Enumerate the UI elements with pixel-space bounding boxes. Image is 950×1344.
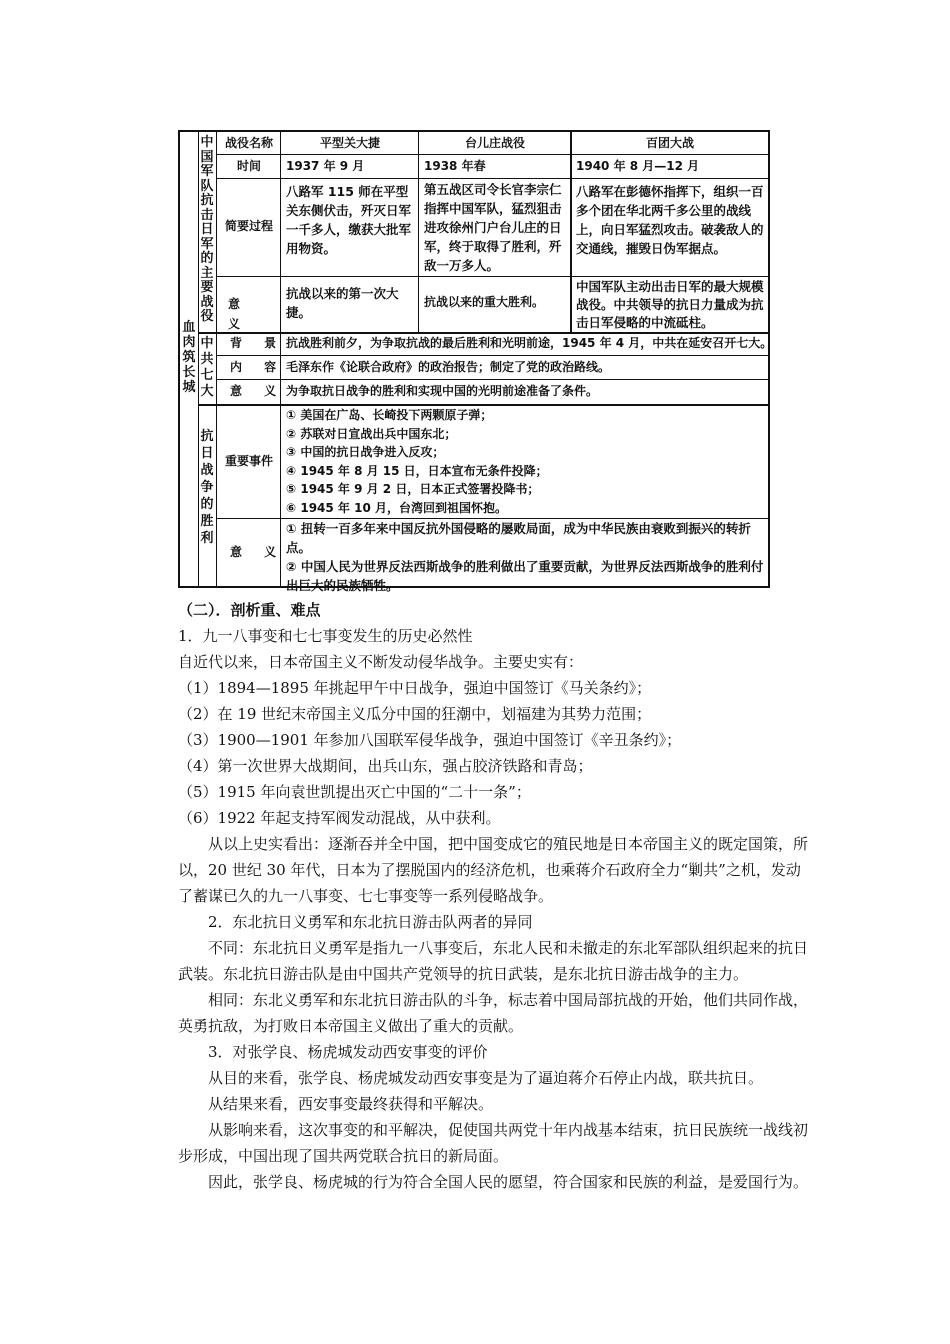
q1-title: 1．九一八事变和七七事变发生的历史必然性 bbox=[178, 627, 473, 645]
battle-time-2: 1938 年春 bbox=[424, 159, 486, 173]
victory-event: ② 苏联对日宣战出兵中国东北； bbox=[286, 426, 457, 441]
q3-title: 3．对张学良、杨虎城发动西安事变的评价 bbox=[208, 1043, 488, 1061]
q1-item: （2）在 19 世纪末帝国主义瓜分中国的狂潮中，划福建为其势力范围； bbox=[178, 705, 652, 723]
congress-background-text: 抗战胜利前夕，为争取抗战的最后胜利和光明前途，1945 年 4 月，中共在延安召开七大。 bbox=[286, 336, 773, 350]
battle-process-2: 第五战区司令长官李宗仁指挥中国军队，猛烈狙击进攻徐州门户台儿庄的日军，终于取得了胜利，歼敌一万多人。 bbox=[424, 182, 562, 273]
congress-meaning-label: 意 义 bbox=[230, 384, 277, 398]
congress-group-label: 中共七大 bbox=[200, 336, 214, 399]
battle-name-header: 战役名称 bbox=[224, 136, 273, 150]
congress-background-label: 背 景 bbox=[230, 336, 277, 350]
battle-time-3: 1940 年 8 月—12 月 bbox=[576, 159, 700, 173]
battle-time-1: 1937 年 9 月 bbox=[286, 159, 365, 173]
victory-event: ① 美国在广岛、长崎投下两颗原子弹； bbox=[286, 408, 493, 422]
battle-name-3: 百团大战 bbox=[645, 136, 694, 150]
battle-meaning-3: 中国军队主动出击日军的最大规模战役。中共领导的抗日力量成为抗击日军侵略的中流砥柱。 bbox=[576, 279, 764, 330]
time-label: 时间 bbox=[236, 159, 261, 173]
battle-name-1: 平型关大捷 bbox=[319, 136, 380, 150]
q2-same: 相同：东北义勇军和东北抗日游击队的斗争，标志着中国局部抗战的开始，他们共同作战，英勇抗敌，为打败日本帝国主义做出了重大的贡献。 bbox=[178, 991, 809, 1035]
victory-event: ⑥ 1945 年 10 月，台湾回到祖国怀抱。 bbox=[286, 500, 507, 515]
section-heading: （二）．剖析重、难点 bbox=[178, 601, 321, 619]
battle-meaning-1: 抗战以来的第一次大捷。 bbox=[286, 286, 399, 320]
victory-event: ⑤ 1945 年 9 月 2 日，日本正式签署投降书； bbox=[286, 482, 540, 496]
victory-event: ③ 中国的抗日战争进入反攻； bbox=[286, 445, 445, 459]
battle-meaning-2: 抗战以来的重大胜利。 bbox=[424, 295, 545, 309]
victory-meaning: ① 扭转一百多年来中国反抗外国侵略的屡败局面，成为中华民族由衰败到振兴的转折点。 bbox=[286, 521, 751, 555]
q3-result: 从结果来看，西安事变最终获得和平解决。 bbox=[208, 1095, 494, 1113]
q3-purpose: 从目的来看，张学良、杨虎城发动西安事变是为了逼迫蒋介石停止内战，联共抗日。 bbox=[208, 1069, 764, 1087]
congress-content-text: 毛泽东作《论联合政府》的政治报告；制定了党的政治路线。 bbox=[286, 360, 611, 374]
q1-item: （6）1922 年起支持军阀发动混战，从中获利。 bbox=[178, 809, 501, 827]
q1-conclusion: 从以上史实看出：逐渐吞并全中国，把中国变成它的殖民地是日本帝国主义的既定国策，所以，20 世纪 30 年代，日本为了摆脱国内的经济危机，也乘蒋介石政府全力“剿共”之机，发动了蓄谋已久的九一八事变、七七事变等一系列侵略战争。 bbox=[178, 835, 809, 905]
q2-title: 2．东北抗日义勇军和东北抗日游击队两者的异同 bbox=[208, 913, 533, 931]
victory-events-list bbox=[286, 406, 770, 517]
q1-item: （4）第一次世界大战期间，出兵山东，强占胶济铁路和青岛； bbox=[178, 757, 593, 775]
q1-item: （1）1894—1895 年挑起甲午中日战争，强迫中国签订《马关条约》； bbox=[178, 679, 652, 697]
q1-item: （3）1900—1901 年参加八国联军侵华战争，强迫中国签订《辛丑条约》； bbox=[178, 731, 682, 749]
battle-meaning-label-text: 意 义 bbox=[228, 297, 241, 331]
battle-name-2: 台儿庄战役 bbox=[464, 136, 525, 150]
q1-item: （5）1915 年向袁世凯提出灭亡中国的“二十一条”； bbox=[178, 783, 531, 801]
victory-meaning-list bbox=[286, 519, 766, 595]
battle-process-1: 八路军 115 师在平型关东侧伏击，歼灭日军一千多人，缴获大批军用物资。 bbox=[286, 184, 412, 256]
q1-intro: 自近代以来，日本帝国主义不断发动侵华战争。主要史实有： bbox=[178, 653, 584, 671]
battle-process-3: 八路军在彭德怀指挥下，组织一百多个团在华北两千多公里的战线上，向日军猛烈攻击。破袭敌人的交通线，摧毁日伪军据点。 bbox=[576, 184, 764, 256]
q3-impact: 从影响来看，这次事变的和平解决，促使国共两党十年内战基本结束，抗日民族统一战线初步形成，中国出现了国共两党联合抗日的新局面。 bbox=[178, 1121, 809, 1165]
q3-conclusion: 因此，张学良、杨虎城的行为符合全国人民的愿望，符合国家和民族的利益，是爱国行为。 bbox=[208, 1173, 809, 1191]
victory-events-label: 重要事件 bbox=[224, 454, 273, 468]
victory-event: ④ 1945 年 8 月 15 日，日本宣布无条件投降； bbox=[286, 463, 548, 478]
battles-group-label: 中国军队抗击日军的主要战役 bbox=[200, 135, 214, 324]
victory-group-label: 抗日战争的胜利 bbox=[200, 429, 214, 546]
analysis-section bbox=[178, 597, 808, 1195]
battle-meaning-label bbox=[228, 294, 272, 334]
victory-meaning: ② 中国人民为世界反法西斯战争的胜利做出了重要贡献，为世界反法西斯战争的胜利付出巨大的民族牺牲。 bbox=[286, 559, 764, 593]
summary-table bbox=[178, 130, 773, 593]
q2-diff: 不同：东北抗日义勇军是指九一八事变后，东北人民和未撤走的东北军部队组织起来的抗日武装。东北抗日游击队是由中国共产党领导的抗日武装，是东北抗日游击战争的主力。 bbox=[178, 939, 809, 983]
process-label: 简要过程 bbox=[224, 219, 273, 233]
victory-meaning-label: 意 义 bbox=[230, 545, 277, 559]
congress-meaning-text: 为争取抗日战争的胜利和实现中国的光明前途准备了条件。 bbox=[286, 384, 599, 398]
outer-label: 血肉筑长城 bbox=[182, 320, 196, 395]
congress-content-label: 内 容 bbox=[230, 360, 277, 374]
